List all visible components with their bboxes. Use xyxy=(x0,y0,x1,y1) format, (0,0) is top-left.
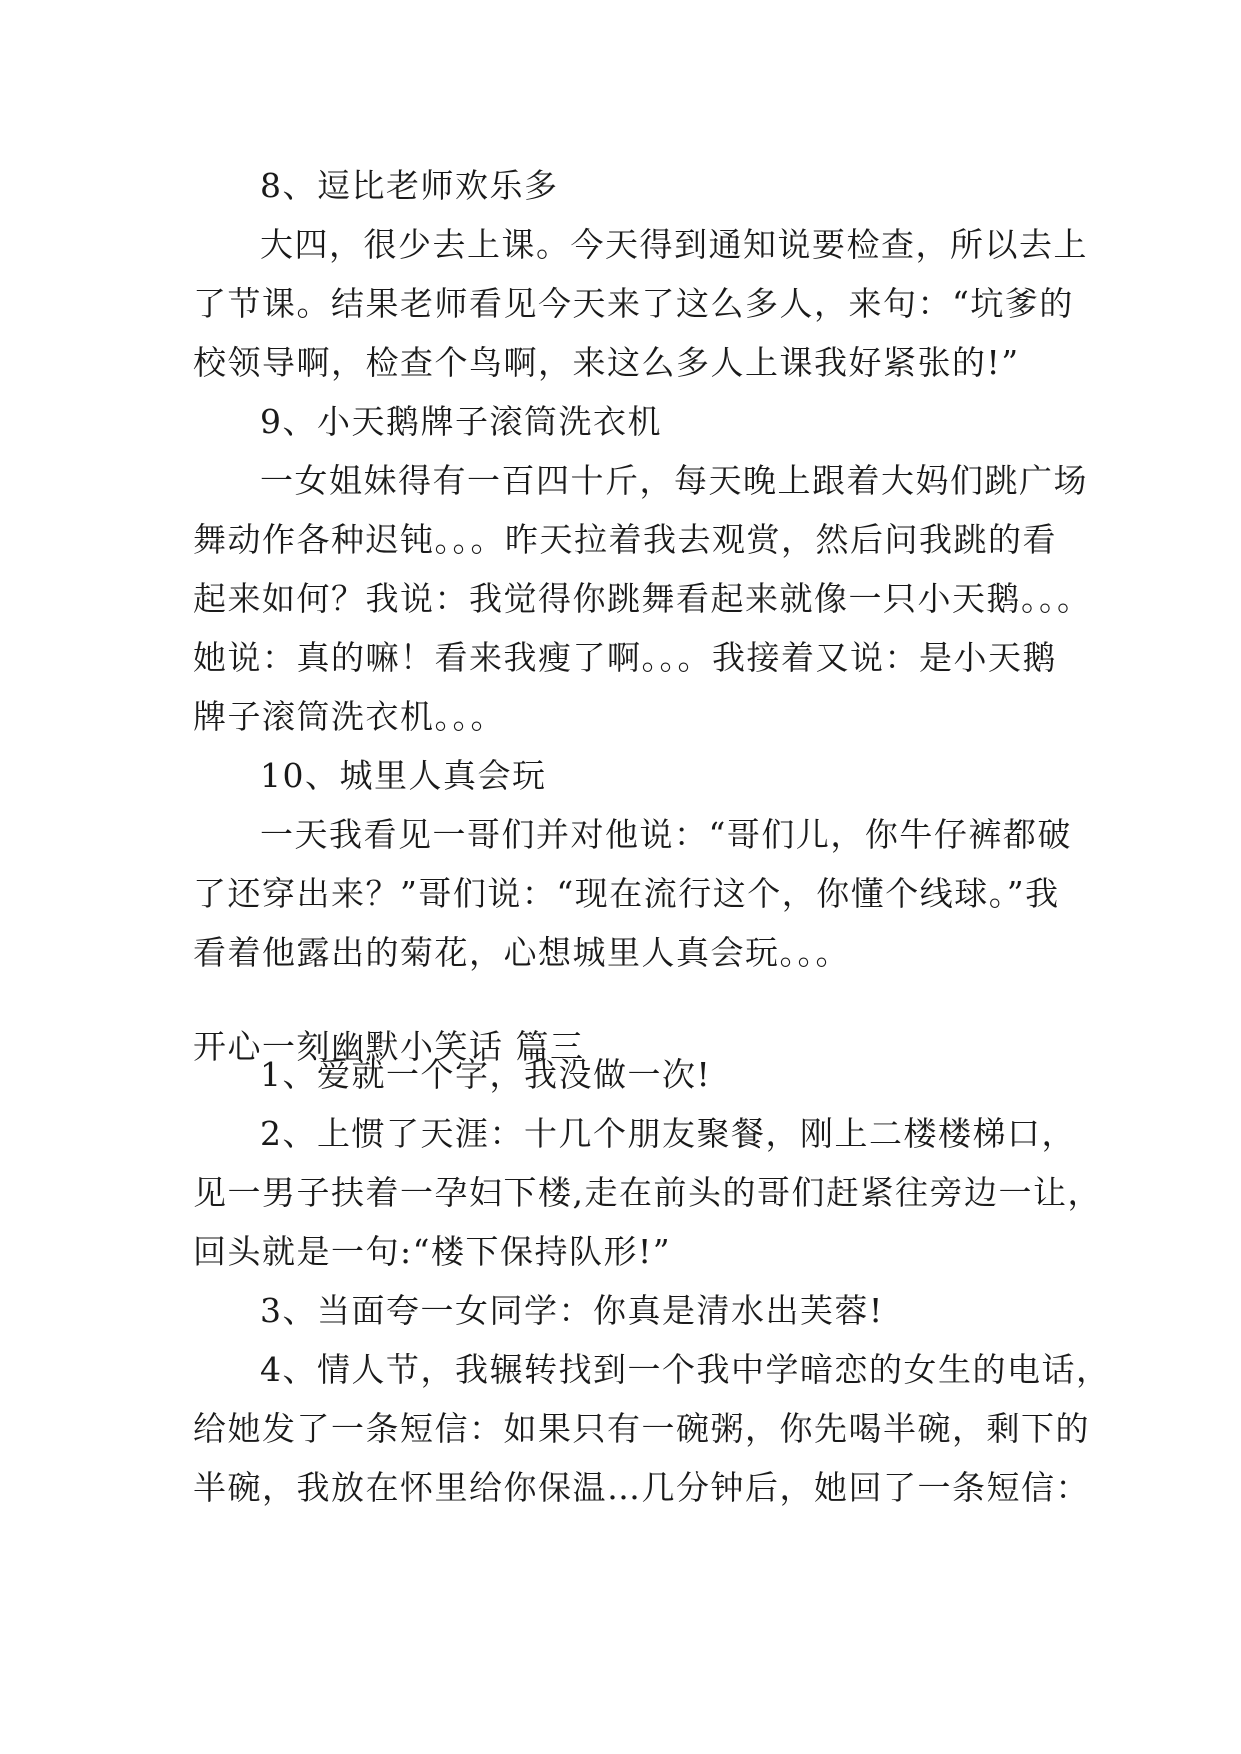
joke-8-line-2: 了节课。结果老师看见今天来了这么多人，来句：“坑爹的 xyxy=(193,284,1074,323)
joke-10-line-3: 看着他露出的菊花，心想城里人真会玩。。。 xyxy=(193,933,850,972)
joke-9-line-1: 一女姐妹得有一百四十斤，每天晚上跟着大妈们跳广场 xyxy=(260,461,1088,500)
joke-9-line-2: 舞动作各种迟钝。。。昨天拉着我去观赏，然后问我跳的看 xyxy=(193,520,1057,559)
joke-heading-10: 10、城里人真会玩 xyxy=(260,756,547,795)
item-1-line-1: 1、爱就一个字，我没做一次! xyxy=(260,1055,712,1094)
section-title: 开心一刻幽默小笑话 篇三 xyxy=(193,1027,585,1066)
joke-heading-9: 9、小天鹅牌子滚筒洗衣机 xyxy=(260,402,662,441)
joke-10-line-1: 一天我看见一哥们并对他说：“哥们儿，你牛仔裤都破 xyxy=(260,815,1072,854)
item-4-line-3: 半碗，我放在怀里给你保温…几分钟后，她回了一条短信： xyxy=(193,1468,1090,1507)
joke-9-line-3: 起来如何？我说：我觉得你跳舞看起来就像一只小天鹅。。。 xyxy=(193,579,1092,618)
joke-9-line-4: 她说：真的嘛！看来我瘦了啊。。。我接着又说：是小天鹅 xyxy=(193,638,1057,677)
item-3-line-1: 3、当面夸一女同学：你真是清水出芙蓉! xyxy=(260,1291,884,1330)
joke-8-line-1: 大四，很少去上课。今天得到通知说要检查，所以去上 xyxy=(260,225,1088,264)
jokes-part-two xyxy=(193,1045,1111,1517)
item-4-line-2: 给她发了一条短信：如果只有一碗粥，你先喝半碗，剩下的 xyxy=(193,1409,1090,1448)
item-2-line-1: 2、上惯了天涯：十几个朋友聚餐，刚上二楼楼梯口， xyxy=(260,1114,1076,1153)
item-2-line-2: 见一男子扶着一孕妇下楼,走在前头的哥们赶紧往旁边一让， xyxy=(193,1173,1102,1212)
item-2-line-3: 回头就是一句:“楼下保持队形!” xyxy=(193,1232,672,1271)
jokes-part-one xyxy=(193,156,1092,982)
joke-9-line-5: 牌子滚筒洗衣机。。。 xyxy=(193,697,505,736)
joke-8-line-3: 校领导啊，检查个鸟啊，来这么多人上课我好紧张的!” xyxy=(193,343,1020,382)
joke-10-line-2: 了还穿出来？”哥们说：“现在流行这个，你懂个线球。”我 xyxy=(193,874,1060,913)
joke-heading-8: 8、逗比老师欢乐多 xyxy=(260,166,559,205)
item-4-line-1: 4、情人节，我辗转找到一个我中学暗恋的女生的电话， xyxy=(260,1350,1111,1389)
